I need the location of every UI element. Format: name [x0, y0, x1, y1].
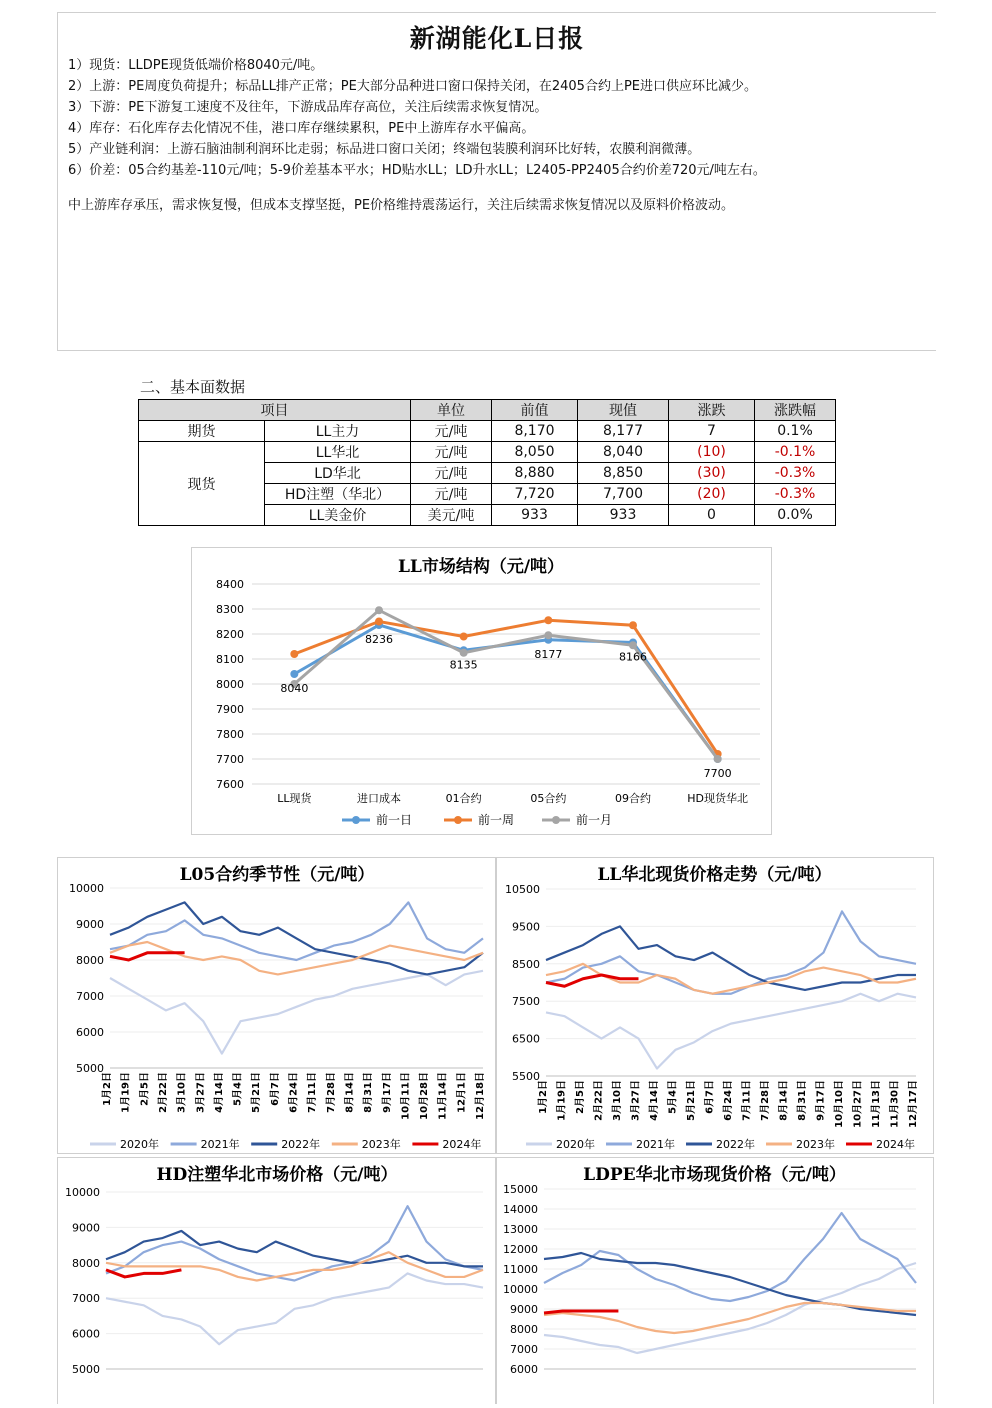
x-tick-label: 6月7日: [269, 1072, 281, 1106]
report-line: 2）上游：PE周度负荷提升；标品LL排产正常；PE大部分品种进口窗口保持关闭，在2405合约上PE进口供应环比减少。: [68, 79, 758, 94]
series-line: [110, 971, 483, 1054]
chart-title: L05合约季节性（元/吨）: [179, 865, 375, 885]
header-pct: 涨跌幅: [755, 400, 836, 421]
y-tick-label: 15000: [503, 1183, 538, 1196]
x-tick-label: 8月31日: [363, 1072, 375, 1113]
y-tick-label: 8000: [216, 678, 244, 691]
y-tick-label: 8000: [72, 1256, 100, 1270]
header-prev: 前值: [492, 400, 578, 421]
report-line: 5）产业链利润：上游石脑油制利润环比走弱；标品进口窗口关闭；终端包装膜利润环比好转，农膜利润微薄。: [68, 142, 701, 157]
cell-prev: 8,170: [492, 421, 578, 442]
x-tick-label: 6月7日: [704, 1080, 716, 1114]
y-tick-label: 7800: [216, 728, 244, 741]
data-point: [460, 649, 468, 657]
x-tick-label: 3月10日: [612, 1080, 623, 1121]
report-line: 1）现货：LLDPE现货低端价格8040元/吨。: [68, 58, 324, 73]
cell-pct: 0.0%: [755, 505, 836, 526]
data-label: 8135: [449, 658, 478, 672]
x-tick-label: 1月2日: [102, 1072, 113, 1106]
y-tick-label: 6000: [510, 1363, 538, 1376]
x-tick-label: 2月22日: [157, 1072, 169, 1113]
y-tick-label: 9000: [510, 1303, 538, 1316]
cell-pct: -0.3%: [755, 484, 836, 505]
cell-unit: 元/吨: [411, 421, 492, 442]
x-tick-label: 11月30日: [889, 1080, 901, 1128]
x-tick-label: HD现货华北: [687, 792, 749, 805]
chart-ll-north-spot: [495, 857, 934, 1154]
group-futures: 期货: [139, 421, 265, 442]
data-point: [629, 621, 637, 629]
x-tick-label: 1月2日: [538, 1080, 549, 1114]
chart-l05-seasonal: [57, 857, 497, 1154]
x-tick-label: 进口成本: [357, 792, 401, 805]
cell-chg: (20): [669, 484, 755, 505]
x-tick-label: 11月14日: [437, 1072, 449, 1120]
x-tick-label: 7月28日: [760, 1080, 771, 1121]
series-line: [106, 1231, 483, 1266]
x-tick-label: 8月14日: [778, 1080, 790, 1121]
cell-item: LL主力: [265, 421, 411, 442]
x-tick-label: 10月11日: [400, 1072, 412, 1120]
y-tick-label: 7900: [216, 703, 244, 716]
y-tick-label: 10000: [503, 1283, 538, 1296]
x-tick-label: 10月10日: [834, 1080, 845, 1128]
table-row: [139, 421, 836, 442]
data-point: [544, 616, 552, 624]
series-line: [546, 994, 916, 1069]
y-tick-label: 10500: [505, 883, 540, 896]
x-tick-label: 8月14日: [344, 1072, 356, 1113]
chart-title: HD注塑华北市场价格（元/吨）: [156, 1165, 398, 1185]
legend-label: 前一周: [478, 813, 515, 827]
y-tick-label: 8000: [76, 954, 104, 967]
x-tick-label: 1月19日: [120, 1072, 132, 1113]
x-tick-label: 01合约: [445, 792, 482, 805]
x-tick-label: 4月14日: [213, 1072, 225, 1113]
data-label: 7700: [703, 767, 732, 780]
chart-hd-north: [57, 1157, 497, 1404]
legend-label: 2024年: [442, 1138, 482, 1151]
report-line: 4）库存：石化库存去化情况不佳，港口库存继续累积，PE中上游库存水平偏高。: [68, 121, 535, 136]
cell-unit: 元/吨: [411, 442, 492, 463]
x-tick-label: 1月19日: [556, 1080, 568, 1121]
fundamentals-table: [138, 399, 836, 526]
cell-prev: 8,880: [492, 463, 578, 484]
data-point: [714, 755, 722, 763]
y-tick-label: 8100: [216, 653, 244, 666]
y-tick-label: 14000: [503, 1203, 538, 1216]
data-point: [629, 641, 637, 649]
y-tick-label: 8400: [216, 578, 244, 591]
legend-marker: [352, 816, 360, 824]
x-tick-label: LL现货: [277, 792, 312, 805]
series-line: [546, 926, 916, 990]
data-label: 8040: [280, 682, 309, 695]
x-tick-label: 9月17日: [381, 1072, 393, 1113]
x-tick-label: 2月22日: [593, 1080, 605, 1121]
header-chg: 涨跌: [669, 400, 755, 421]
series-line: [294, 610, 717, 759]
x-tick-label: 6月24日: [288, 1072, 300, 1113]
chart-title: LL市场结构（元/吨）: [397, 557, 565, 577]
y-tick-label: 7600: [216, 778, 244, 791]
table-header-row: [139, 400, 836, 421]
data-label: 8236: [365, 633, 393, 646]
legend-label: 2020年: [556, 1138, 595, 1151]
report-line: 6）价差：05合约基差-110元/吨；5-9价差基本平水；HD贴水LL；LD升水LL；L2405-PP2405合约价差720元/吨左右。: [68, 163, 766, 178]
y-tick-label: 6000: [76, 1026, 104, 1039]
x-tick-label: 5月4日: [667, 1080, 679, 1114]
cell-curr: 933: [578, 505, 669, 526]
data-point: [290, 670, 298, 678]
series-line: [544, 1213, 916, 1301]
x-tick-label: 09合约: [615, 792, 651, 805]
y-tick-label: 7500: [512, 995, 540, 1009]
x-tick-label: 7月11日: [307, 1072, 319, 1113]
series-line: [546, 964, 916, 994]
x-tick-label: 9月17日: [815, 1080, 827, 1121]
cell-pct: -0.3%: [755, 463, 836, 484]
y-tick-label: 10000: [65, 1186, 100, 1199]
hd-north-svg: [58, 1158, 496, 1404]
legend-label: 2020年: [120, 1138, 159, 1151]
data-label: 8177: [534, 647, 563, 661]
y-tick-label: 9000: [72, 1221, 100, 1235]
legend-label: 前一月: [576, 813, 613, 827]
y-tick-label: 5000: [76, 1062, 104, 1075]
x-tick-label: 3月27日: [630, 1080, 642, 1121]
y-tick-label: 7000: [72, 1292, 100, 1306]
cell-pct: 0.1%: [755, 421, 836, 442]
y-tick-label: 9000: [76, 918, 104, 931]
chart-ldpe-north: [495, 1157, 934, 1404]
group-spot: 现货: [139, 442, 265, 526]
x-tick-label: 8月31日: [797, 1080, 808, 1121]
ldpe-north-svg: [496, 1158, 933, 1404]
market-structure-svg: [192, 548, 771, 834]
x-tick-label: 3月27日: [195, 1072, 207, 1113]
cell-curr: 8,177: [578, 421, 669, 442]
data-point: [375, 606, 383, 614]
x-tick-label: 05合约: [530, 792, 567, 805]
x-tick-label: 7月11日: [741, 1080, 753, 1121]
legend-label: 2024年: [876, 1138, 915, 1151]
legend-marker: [454, 816, 462, 824]
x-tick-label: 10月28日: [419, 1072, 431, 1120]
x-tick-label: 5月21日: [686, 1080, 697, 1121]
data-point: [290, 650, 298, 658]
x-tick-label: 4月14日: [649, 1080, 660, 1121]
l05-seasonal-svg: [58, 858, 496, 1153]
data-point: [544, 631, 552, 639]
y-tick-label: 7000: [510, 1343, 538, 1356]
section-title: 二、基本面数据: [140, 378, 246, 396]
series-line: [110, 942, 483, 974]
data-label: 8166: [619, 650, 647, 664]
ll-north-spot-svg: [496, 858, 933, 1153]
x-tick-label: 11月13日: [871, 1080, 882, 1128]
data-point: [460, 633, 468, 641]
series-line: [110, 953, 185, 960]
header-unit: 单位: [411, 400, 492, 421]
cell-chg: 7: [669, 421, 755, 442]
x-tick-label: 10月27日: [852, 1080, 864, 1128]
y-tick-label: 8300: [216, 603, 244, 616]
cell-unit: 元/吨: [411, 484, 492, 505]
report-box: [57, 12, 936, 351]
cell-item: HD注塑（华北）: [265, 484, 411, 505]
x-tick-label: 12月17日: [908, 1080, 919, 1128]
chart-title: LL华北现货价格走势（元/吨）: [597, 865, 832, 885]
report-summary: 中上游库存承压，需求恢复慢，但成本支撑坚挺，PE价格维持震荡运行，关注后续需求恢复情况以及原料价格波动。: [68, 198, 735, 213]
y-tick-label: 5000: [72, 1363, 100, 1376]
cell-prev: 933: [492, 505, 578, 526]
cell-prev: 7,720: [492, 484, 578, 505]
data-point: [375, 618, 383, 626]
y-tick-label: 11000: [503, 1263, 538, 1276]
x-tick-label: 7月28日: [325, 1072, 337, 1113]
table-row: [139, 442, 836, 463]
y-tick-label: 12000: [503, 1243, 538, 1256]
legend-label: 2021年: [636, 1138, 675, 1151]
y-tick-label: 6500: [512, 1032, 540, 1046]
cell-curr: 7,700: [578, 484, 669, 505]
legend-label: 2022年: [281, 1138, 321, 1151]
cell-chg: (10): [669, 442, 755, 463]
x-tick-label: 2月5日: [139, 1072, 151, 1106]
y-tick-label: 9500: [512, 920, 540, 934]
y-tick-label: 6000: [72, 1327, 100, 1341]
report-title: 新湖能化L日报: [409, 24, 585, 53]
y-tick-label: 7000: [76, 990, 104, 1003]
cell-chg: 0: [669, 505, 755, 526]
cell-pct: -0.1%: [755, 442, 836, 463]
cell-unit: 美元/吨: [411, 505, 492, 526]
report-line: 3）下游：PE下游复工速度不及往年，下游成品库存高位，关注后续需求恢复情况。: [68, 100, 548, 115]
legend-label: 2022年: [716, 1138, 755, 1151]
x-tick-label: 12月1日: [456, 1072, 468, 1113]
cell-unit: 元/吨: [411, 463, 492, 484]
x-tick-label: 12月18日: [475, 1072, 486, 1120]
y-tick-label: 13000: [503, 1223, 538, 1236]
x-tick-label: 3月10日: [176, 1072, 188, 1113]
y-tick-label: 8500: [512, 957, 540, 971]
cell-curr: 8,850: [578, 463, 669, 484]
y-tick-label: 8000: [510, 1323, 538, 1336]
cell-chg: (30): [669, 463, 755, 484]
legend-label: 2023年: [796, 1138, 835, 1151]
cell-item: LL华北: [265, 442, 411, 463]
header-curr: 现值: [578, 400, 669, 421]
legend-marker: [552, 816, 560, 824]
cell-curr: 8,040: [578, 442, 669, 463]
cell-item: LD华北: [265, 463, 411, 484]
series-line: [106, 1252, 483, 1280]
x-tick-label: 5月21日: [251, 1072, 263, 1113]
chart-market-structure: [191, 547, 772, 835]
legend-label: 2023年: [361, 1138, 401, 1151]
series-line: [106, 1270, 181, 1277]
cell-prev: 8,050: [492, 442, 578, 463]
chart-title: LDPE华北市场现货价格（元/吨）: [583, 1165, 846, 1185]
y-tick-label: 8200: [216, 628, 244, 641]
x-tick-label: 5月4日: [232, 1072, 244, 1106]
header-item: 项目: [139, 400, 411, 421]
x-tick-label: 6月24日: [723, 1080, 734, 1121]
x-tick-label: 2月5日: [575, 1080, 586, 1114]
y-tick-label: 10000: [69, 882, 104, 895]
y-tick-label: 5500: [512, 1070, 540, 1083]
legend-label: 2021年: [200, 1138, 240, 1151]
cell-item: LL美金价: [265, 505, 411, 526]
y-tick-label: 7700: [216, 753, 244, 766]
legend-label: 前一日: [376, 813, 413, 827]
series-line: [544, 1311, 618, 1313]
